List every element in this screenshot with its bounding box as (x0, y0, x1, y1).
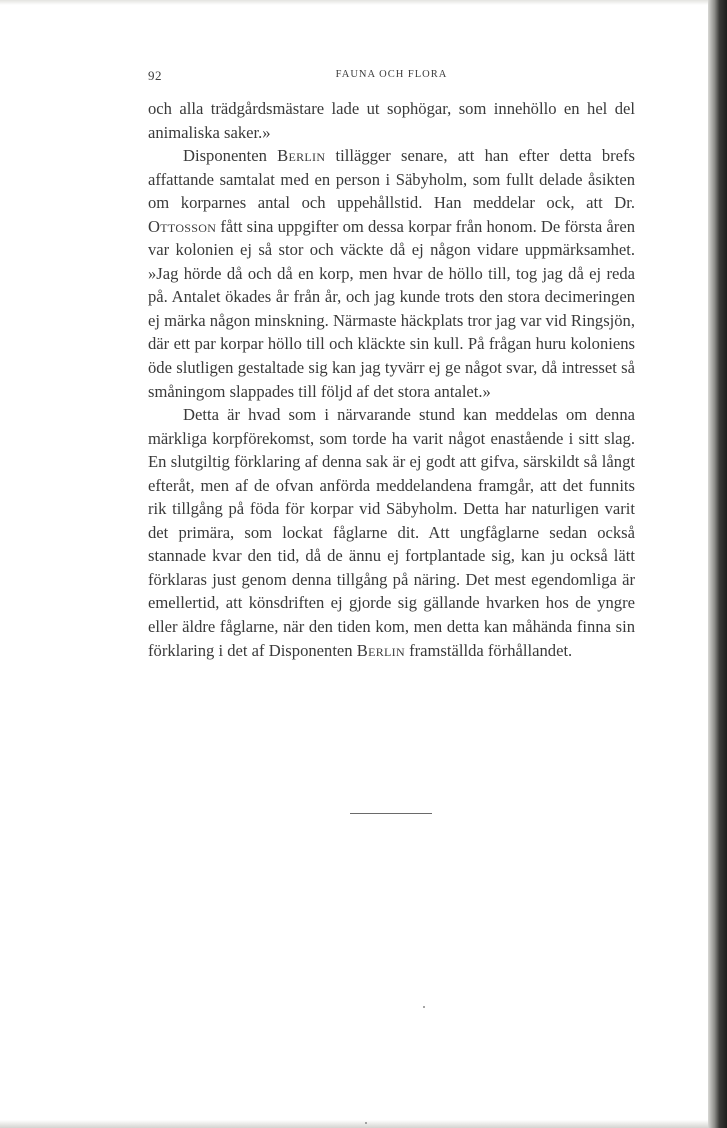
paragraph-2-text-c: fått sina uppgifter om dessa korpar från honom. De första åren var kolonien ej så stor och väckte då ej någon vidare uppmärksamhet. »Jag hörde då och då en korp, men hvar de höllo till, tog jag då ej reda på. Antalet ökades år från år, och jag kunde trots den stora decimeringen ej märka någon minskning. Närmaste häckplats tror jag var vid Ringsjön, där ett par korpar höllo till och kläckte sin kull. På frågan huru koloniens öde slutligen gestaltade sig kan jag tyvärr ej ge något svar, då intresset så småningom slappades till följd af det stora antalet.» (148, 216, 635, 401)
body-text (148, 97, 635, 662)
running-title: FAUNA OCH FLORA (335, 69, 448, 80)
paragraph-1: och alla trädgårdsmästare lade ut sophögar, som innehöllo en hel del animaliska saker.» (148, 99, 635, 142)
paragraph-2 (148, 144, 635, 403)
paragraph-3-text-a: Detta är hvad som i närvarande stund kan meddelas om denna märkliga korpförekomst, som torde ha varit något enastående i sitt slag. En slutgiltig förklaring af denna sak är ej godt att gifva, särskildt så långt efteråt, men af de ofvan anförda meddelandena framgår, att det funnits rik tillgång på föda för korpar vid Säbyholm. Detta har naturligen varit det primära, som lockat fåglarne dit. Att ungfåglarne sedan också stannade kvar den tid, då de ännu ej fortplantade sig, kan ju också lätt förklaras just genom denna tillgång på näring. Det mest egendomliga är emellertid, att könsdriften ej gjorde sig gällande hvarken hos de yngre eller äldre fåglarne, när den tiden kom, men detta kan måhända finna sin förklaring i det af Disponenten (148, 405, 635, 660)
paragraph-2-text-b: tillägger senare, att han efter detta brefs affattande samtalat med en person i Säbyholm, som fullt delade åsikten om korparnes antal och uppehållstid. Han meddelar ock, att Dr. (148, 146, 635, 213)
page-number: 92 (148, 68, 162, 83)
scan-speck (423, 1006, 425, 1008)
running-head (148, 68, 635, 86)
name-berlin: Berlin (356, 640, 405, 660)
section-end-rule (350, 813, 432, 814)
paragraph-2-text-a: Disponenten (183, 146, 278, 166)
paragraph-3-text-b: framställda förhållandet. (404, 640, 573, 660)
name-ottosson: Ottosson (148, 216, 217, 236)
scan-right-edge-shadow (708, 0, 727, 1128)
paragraph-3 (148, 403, 635, 662)
name-berlin: Berlin (277, 146, 326, 166)
scan-speck (365, 1122, 367, 1124)
